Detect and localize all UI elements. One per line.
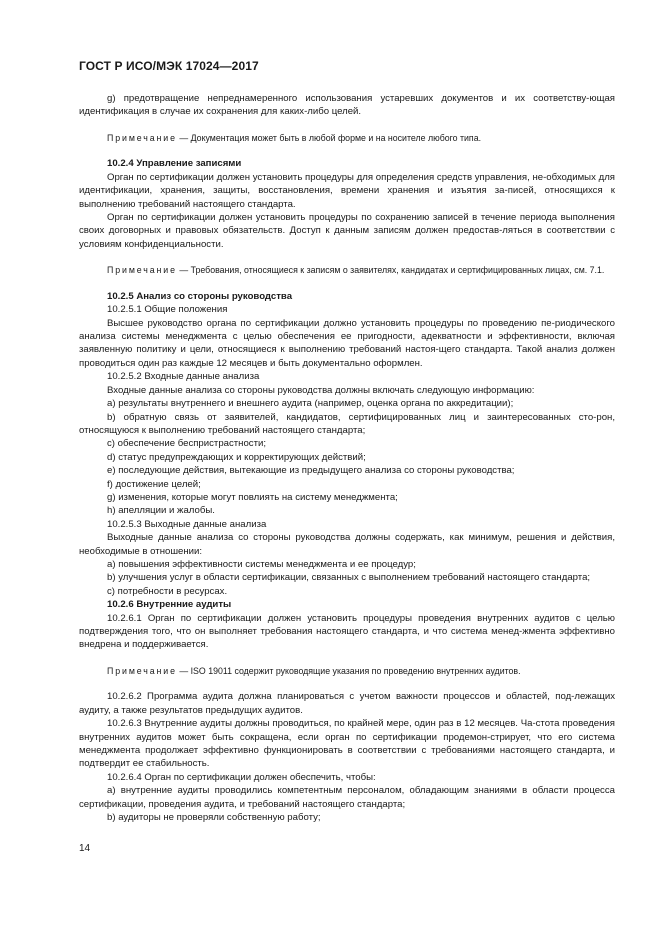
list-item: c) потребности в ресурсах. xyxy=(107,585,228,597)
section-heading: 10.2.5 Анализ со стороны руководства xyxy=(107,290,293,302)
paragraph: 10.2.6.1 Орган по сертификации должен установить процедуры проведения внутренних аудитов с целью подтверждения того, что он выполняет требования настоящего стандарта, и что система менед-жмента эффективно внедрена и поддерживается. xyxy=(79,612,615,651)
note xyxy=(79,665,615,678)
list-item: g) изменения, которые могут повлиять на систему менеджмента; xyxy=(107,491,398,503)
subsection-heading: 10.2.5.3 Выходные данные анализа xyxy=(107,518,267,530)
list-item: d) статус предупреждающих и корректирующих действий; xyxy=(107,451,366,463)
document-header: ГОСТ Р ИСО/МЭК 17024—2017 xyxy=(79,59,259,73)
list-item: a) повышения эффективности системы менеджмента и ее процедур; xyxy=(107,558,416,570)
list-item: b) обратную связь от заявителей, кандидатов, сертифицированных лиц и заинтересованных сто-рон, относящуюся к выполнению требований настоящего стандарта; xyxy=(79,411,615,436)
note-label: Примечание xyxy=(107,265,177,276)
list-item: a) внутренние аудиты проводились компетентным персоналом, обладающим знаниями в области процесса сертификации, проведения аудита, и требований настоящего стандарта; xyxy=(79,785,615,810)
paragraph: Входные данные анализа со стороны руководства должны включать следующую информацию: xyxy=(107,384,535,396)
paragraph: Выходные данные анализа со стороны руководства должны содержать, как минимум, решения и действия, необходимые в отношении: xyxy=(79,532,615,557)
section-heading: 10.2.6 Внутренние аудиты xyxy=(107,599,232,611)
paragraph: g) предотвращение непреднамеренного использования устаревших документов и их соответству-ющая идентификация в случае их сохранения для каких-либо целей. xyxy=(79,93,615,118)
list-item: h) апелляции и жалобы. xyxy=(107,505,215,517)
paragraph: 10.2.6.3 Внутренние аудиты должны проводиться, по крайней мере, один раз в 12 месяцев. Ча-стота проведения внутренних аудитов может быть сокращена, если орган по сертификации продемон-стрирует, что его система менеджмента продолжает эффективно функционировать в соответствии с требованиями настоящего стандарта, и подтвердит ее стабильность. xyxy=(79,718,615,770)
list-item: c) обеспечение беспристрастности; xyxy=(107,438,267,450)
note xyxy=(79,264,615,277)
paragraph: 10.2.6.4 Орган по сертификации должен обеспечить, чтобы: xyxy=(107,771,376,783)
subsection-heading: 10.2.5.2 Входные данные анализа xyxy=(107,371,260,383)
note-label: Примечание xyxy=(107,665,177,676)
note-text: — Требования, относящиеся к записям о заявителях, кандидатах и сертифицированных лицах, см. 7.1. xyxy=(179,265,605,276)
list-item: b) аудиторы не проверяли собственную работу; xyxy=(107,812,321,824)
document-body xyxy=(79,92,615,824)
note-label: Примечание xyxy=(107,132,177,143)
paragraph: 10.2.6.2 Программа аудита должна планироваться с учетом важности процессов и областей, под-лежащих аудиту, а также результатов предыдущих аудитов. xyxy=(79,691,615,716)
list-item: e) последующие действия, вытекающие из предыдущего анализа со стороны руководства; xyxy=(107,465,515,477)
note-text: — Документация может быть в любой форме и на носителе любого типа. xyxy=(179,132,482,143)
note xyxy=(79,132,615,145)
paragraph: Высшее руководство органа по сертификации должно установить процедуры по проведению пе-риодического анализа системы менеджмента с целью обеспечения ее пригодности, адекватности и эффективности, включая заявленную политику и цели, относящиеся к выполнению требований настоя-щего стандарта. Такой анализ должен проводиться один раз каждые 12 месяцев и быть документально оформлен. xyxy=(79,317,615,369)
list-item: a) результаты внутреннего и внешнего аудита (например, оценка органа по аккредитации); xyxy=(107,398,514,410)
section-heading: 10.2.4 Управление записями xyxy=(107,158,242,170)
subsection-heading: 10.2.5.1 Общие положения xyxy=(107,304,228,316)
page-number: 14 xyxy=(79,843,91,854)
list-item: f) достижение целей; xyxy=(107,478,201,490)
note-text: — ISO 19011 содержит руководящие указания по проведению внутренних аудитов. xyxy=(179,665,521,676)
list-item: b) улучшения услуг в области сертификации, связанных с выполнением требований настоящего стандарта; xyxy=(107,572,591,584)
paragraph: Орган по сертификации должен установить процедуры для определения средств управления, не-обходимых для идентификации, хранения, защиты, восстановления, времени хранения и изъятия за-писей, относящихся к выполнению требований настоящего стандарта. xyxy=(79,171,615,210)
paragraph: Орган по сертификации должен установить процедуры по сохранению записей в течение периода выполнения своих договорных и правовых обязательств. Доступ к данным записям должен предостав-ляться в соответствии с условиям конфиденциальности. xyxy=(79,212,615,250)
